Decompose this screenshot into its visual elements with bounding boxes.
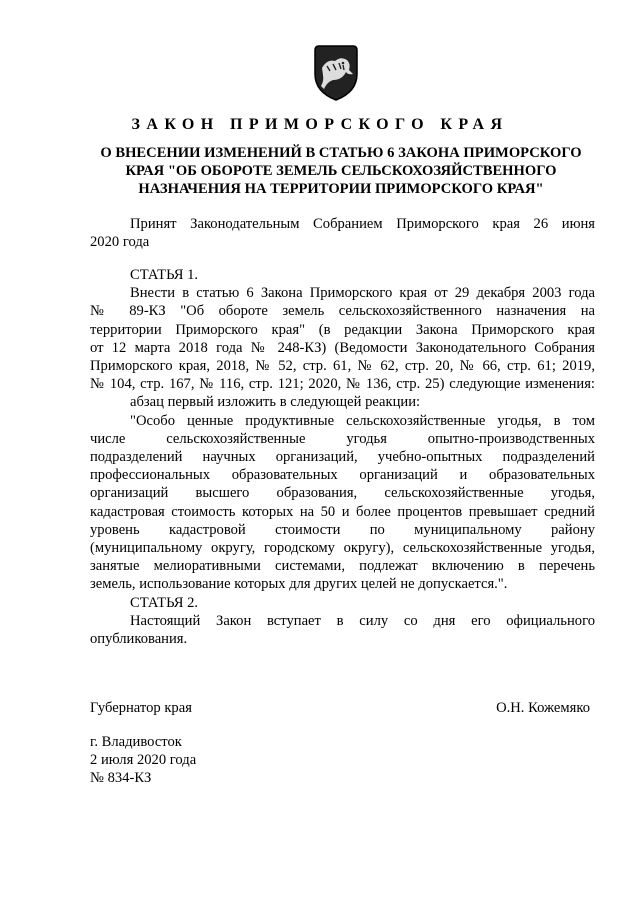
article-line: числе сельскохозяйственные угодья опытно-производственных: [90, 430, 595, 447]
article-heading: СТАТЬЯ 2.: [130, 595, 199, 611]
article-line: Приморского края, 2018, № 52, стр. 61, № 62, стр. 20, № 66, стр. 61; 2019,: [90, 358, 595, 375]
issue-city: г. Владивосток: [90, 734, 182, 750]
article-line: (муниципальному округу, городскому округу), сельскохозяйственные угодья,: [90, 540, 595, 557]
article-line: территории Приморского края" (в редакции Закона Приморского края: [90, 321, 595, 338]
law-number: № 834-КЗ: [90, 770, 152, 786]
article-line: Настоящий Закон вступает в силу со дня его официального: [130, 613, 595, 630]
adopted-line: Принят Законодательным Собранием Приморского края 26 июня: [130, 216, 595, 232]
subject-line: КРАЯ "ОБ ОБОРОТЕ ЗЕМЕЛЬ СЕЛЬСКОХОЗЯЙСТВЕННОГО: [125, 163, 557, 179]
article-1: [90, 266, 595, 594]
adopted-line: 2020 года: [90, 234, 150, 251]
law-title: ЗАКОН ПРИМОРСКОГО КРАЯ: [131, 116, 509, 133]
article-line: подразделений научных организаций, учебно-опытных подразделений: [90, 449, 595, 466]
adopted-statement: [90, 215, 595, 251]
article-line: организаций высшего образования, сельскохозяйственные угодья,: [90, 485, 595, 502]
subject-line: НАЗНАЧЕНИЯ НА ТЕРРИТОРИИ ПРИМОРСКОГО КРАЯ": [138, 181, 544, 197]
article-line: опубликования.: [90, 631, 188, 648]
article-line: профессиональных образовательных организаций и образовательных: [90, 467, 595, 484]
article-heading: СТАТЬЯ 1.: [130, 267, 199, 283]
signatory-name: О.Н. Кожемяко: [496, 700, 590, 716]
article-line: кадастровая стоимость которых на 50 и более процентов превышает средний: [90, 503, 595, 520]
issue-date: 2 июля 2020 года: [90, 752, 197, 768]
subject-line: О ВНЕСЕНИИ ИЗМЕНЕНИЙ В СТАТЬЮ 6 ЗАКОНА ПРИМОРСКОГО: [100, 145, 582, 161]
article-2: [90, 594, 595, 649]
article-line: № 104, стр. 167, № 116, стр. 121; 2020, № 136, стр. 25) следующие изменения:: [90, 376, 595, 393]
article-line: уровень кадастровой стоимости по муниципальному району: [90, 521, 595, 538]
article-line: занятые мелиоративными системами, подлежат включению в перечень: [90, 558, 595, 575]
article-line: "Особо ценные продуктивные сельскохозяйственные угодья, в том: [130, 412, 595, 429]
law-subject: [86, 144, 596, 198]
article-line: от 12 марта 2018 года № 248-КЗ) (Ведомости Законодательного Собрания: [90, 339, 595, 356]
article-line: Внести в статью 6 Закона Приморского края от 29 декабря 2003 года: [130, 285, 595, 302]
signatory-title: Губернатор края: [90, 700, 192, 716]
article-line: земель, использование которых для других целей не допускается.".: [90, 576, 508, 593]
article-line: абзац первый изложить в следующей реакции:: [130, 394, 421, 411]
coat-of-arms-emblem: [313, 44, 359, 102]
article-line: № 89-КЗ "Об обороте земель сельскохозяйственного назначения на: [90, 303, 595, 320]
